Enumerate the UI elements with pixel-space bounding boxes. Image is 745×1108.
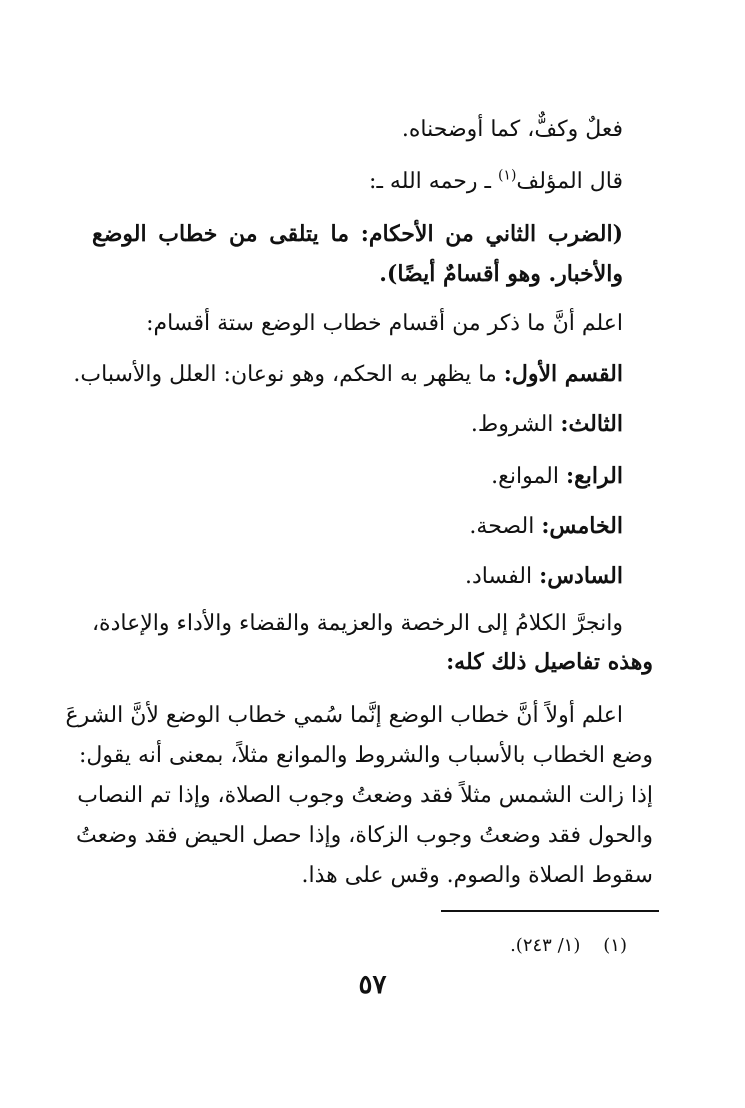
line-text: إذا زالت الشمس مثلاً فقد وضعتُ وجوب الصلاة، وإذا تم النصاب [77, 783, 653, 808]
text-line-5 [92, 308, 623, 340]
footnote-marker: (١) [603, 935, 627, 956]
text-line-12 [92, 646, 653, 678]
footnote-text: (١/ ٢٤٣). [510, 935, 581, 956]
line-text: سقوط الصلاة والصوم. وقس على هذا. [301, 863, 653, 888]
line-text: والحول فقد وضعتُ وجوب الزكاة، وإذا حصل الحيض فقد وضعتُ [75, 823, 653, 848]
section-heading: الرابع: [565, 463, 623, 489]
footnote [510, 934, 627, 958]
section-heading: الخامس: [541, 513, 623, 539]
line-text: الموانع. [491, 464, 566, 489]
text-line-1 [92, 114, 623, 146]
line-text: ما يظهر به الحكم، وهو نوعان: العلل والأسباب. [73, 362, 504, 387]
line-text: (الضرب الثاني من الأحكام: ما يتلقى من خطاب الوضع [92, 221, 623, 247]
text-line-17 [92, 860, 653, 892]
line-text: والأخبار. وهو أقسامٌ أيضًا). [379, 261, 623, 287]
text-line-2 [92, 166, 623, 198]
text-line-15 [77, 780, 653, 812]
line-text: وانجرَّ الكلامُ إلى الرخصة والعزيمة والقضاء والأداء والإعادة، [91, 611, 623, 636]
line-text: الصحة. [469, 514, 542, 539]
footnote-reference: (١) [497, 167, 517, 184]
text-line-6 [73, 358, 623, 391]
line-text: وهذه تفاصيل ذلك كله: [446, 649, 653, 675]
line-text: الفساد. [465, 564, 540, 589]
text-line-16 [75, 820, 653, 852]
author-label: قال المؤلف [516, 169, 623, 194]
text-line-8 [92, 460, 623, 493]
text-line-4 [92, 258, 623, 290]
text-line-7 [92, 408, 623, 441]
text-line-10 [92, 560, 623, 593]
text-line-3 [92, 218, 623, 250]
section-heading: الثالث: [560, 411, 623, 437]
line-text: اعلم أولاً أنَّ خطاب الوضع إنَّما سُمي خطاب الوضع لأنَّ الشرعَ [65, 703, 623, 728]
text-line-9 [92, 510, 623, 543]
footnote-divider [441, 910, 659, 912]
line-text: الشروط. [470, 412, 561, 437]
line-text: وضع الخطاب بالأسباب والشروط والموانع مثلاً، بمعنى أنه يقول: [78, 743, 653, 768]
text-line-11 [92, 608, 623, 640]
page-number: ٥٧ [358, 970, 387, 1000]
line-text: اعلم أنَّ ما ذكر من أقسام خطاب الوضع ستة أقسام: [146, 311, 623, 336]
line-text: فعلٌ وكفٌّ، كما أوضحناه. [401, 117, 623, 142]
section-heading: القسم الأول: [503, 361, 623, 387]
text-line-13 [65, 700, 623, 732]
text-line-14 [78, 740, 653, 772]
line-text: ـ رحمه الله ـ: [369, 169, 498, 194]
section-heading: السادس: [539, 563, 623, 589]
